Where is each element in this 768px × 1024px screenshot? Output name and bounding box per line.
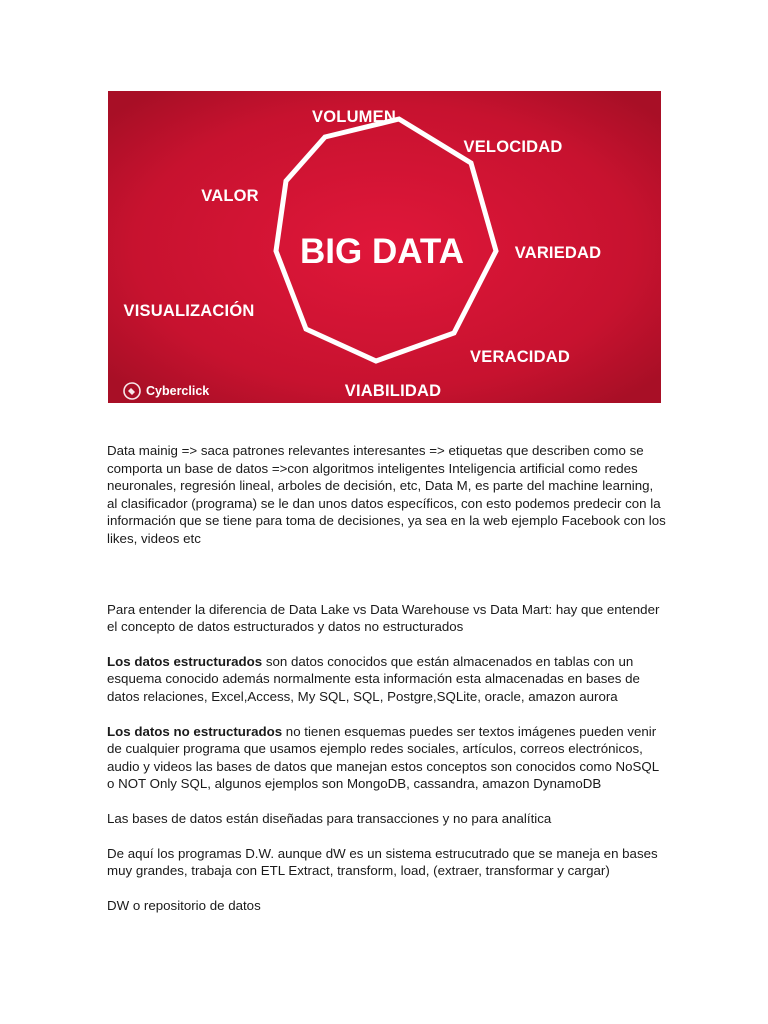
label-visualizacion: VISUALIZACIÓN [123, 302, 255, 320]
big-data-title: BIG DATA [300, 232, 464, 271]
unstructured-heading: Los datos no estructurados [107, 723, 283, 739]
paragraph-structured [107, 653, 667, 706]
label-variedad: VARIEDAD [514, 244, 602, 262]
structured-text: son datos conocidos que están almacenados en tablas con un esquema conocido además normalmente esta información esta almacenadas en bases de datos relaciones, Excel,Access, My SQL, SQL, Postgre,SQLite, oracle, amazon aurora [107, 653, 640, 704]
label-viabilidad: VIABILIDAD [344, 382, 442, 400]
big-data-graphic [108, 91, 661, 403]
label-volumen: VOLUMEN [312, 108, 396, 126]
unstructured-text: no tienen esquemas puedes ser textos imágenes pueden venir de cualquier programa que usamos ejemplo redes sociales, artículos, correos electrónicos, audio y videos las bases de datos que manejan estos conceptos son conocidos como NoSQL o NOT Only SQL, algunos ejemplos son MongoDB, cassandra, amazon DynamoDB [107, 723, 659, 792]
cyberclick-brand: Cyberclick [146, 384, 210, 398]
paragraph-unstructured [107, 723, 667, 793]
big-data-image [108, 91, 661, 403]
paragraph-data-mining: Data mainig => saca patrones relevantes interesantes => etiquetas que describen como se comporta un base de datos =>con algoritmos inteligentes Inteligencia artificial como redes neuronales, regresión lineal, arboles de decisión, etc, Data M, es parte del machine learning, al clasificador (programa) se le dan unos datos específicos, con esto podemos predecir con la información que se tiene para toma de decisiones, ya sea en la web ejemplo Facebook con los likes, videos etc [107, 443, 666, 546]
paragraph-databases: Las bases de datos están diseñadas para transacciones y no para analítica [107, 810, 552, 826]
document-body [107, 442, 667, 914]
paragraph-data-lake: Para entender la diferencia de Data Lake vs Data Warehouse vs Data Mart: hay que entender el concepto de datos estructurados y datos no estructurados [107, 601, 660, 635]
structured-heading: Los datos estructurados [107, 653, 263, 669]
label-veracidad: VERACIDAD [470, 348, 570, 366]
paragraph-dw: De aquí los programas D.W. aunque dW es un sistema estrucutrado que se maneja en bases muy grandes, trabaja con ETL Extract, transform, load, (extraer, transformar y cargar) [107, 845, 658, 879]
label-velocidad: VELOCIDAD [463, 138, 563, 156]
label-valor: VALOR [201, 187, 259, 205]
paragraph-repository: DW o repositorio de datos [107, 897, 261, 913]
